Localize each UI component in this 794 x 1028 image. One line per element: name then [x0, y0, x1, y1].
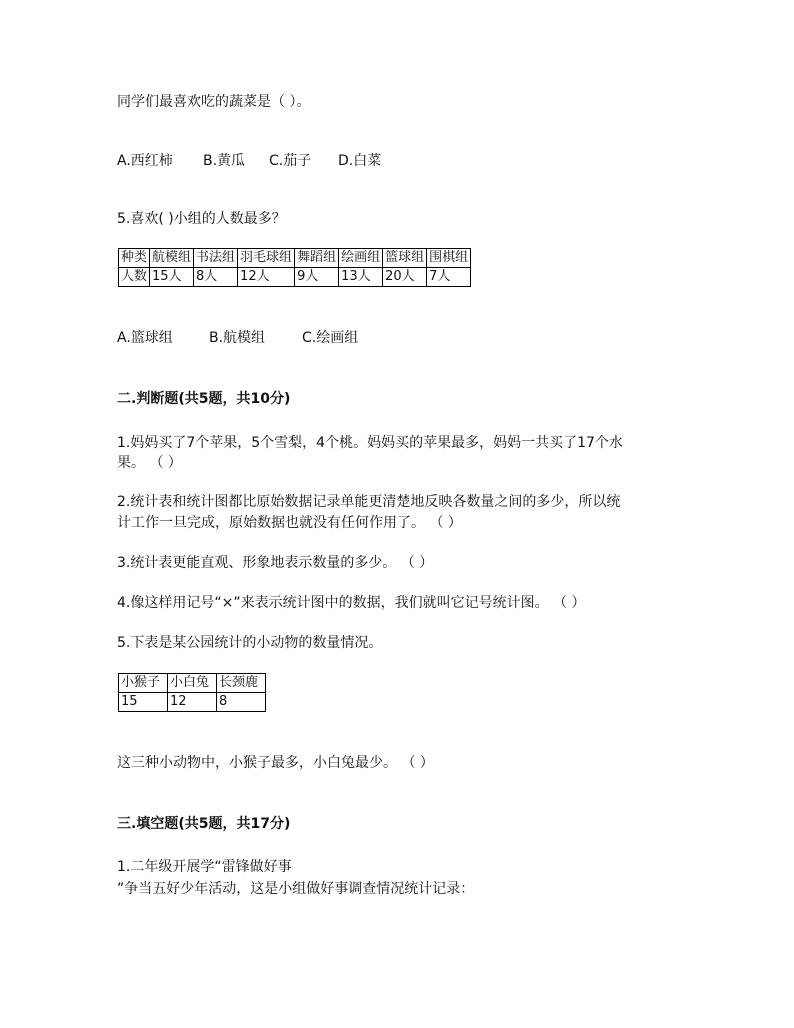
table-cell: 书法组	[194, 249, 238, 268]
table-cell: 小猴子	[119, 674, 168, 693]
q5-stem: 5.喜欢( )小组的人数最多？	[117, 211, 286, 227]
s3-q1-line2: ”争当五好少年活动，这是小组做好事调查情况统计记录：	[117, 881, 475, 897]
table-cell: 15	[119, 693, 168, 712]
s2-q2-line1: 2.统计表和统计图都比原始数据记录单能更清楚地反映各数量之间的多少，所以统	[117, 494, 621, 510]
q4-option-b: B.黄瓜	[203, 153, 246, 169]
table-cell: 12	[168, 693, 217, 712]
s2-q5-animal-table	[118, 673, 266, 712]
q4-option-d: D.白菜	[338, 153, 382, 169]
q4-option-c: C.茄子	[269, 153, 312, 169]
s2-q5: 5.下表是某公园统计的小动物的数量情况。	[117, 635, 383, 651]
q5-option-b: B.航模组	[209, 330, 266, 346]
s3-q1-line1: 1.二年级开展学“雷锋做好事	[117, 859, 292, 875]
table-cell: 13人	[339, 268, 383, 287]
s2-q5-statement: 这三种小动物中，小猴子最多，小白兔最少。 （ ）	[117, 755, 434, 771]
s2-q4: 4.像这样用记号“×”来表示统计图中的数据，我们就叫它记号统计图。 （ ）	[117, 595, 586, 611]
table-cell: 9人	[295, 268, 339, 287]
table-row	[119, 674, 266, 693]
s2-q2-line2: 计工作一旦完成，原始数据也就没有任何作用了。 （ ）	[117, 515, 462, 531]
s2-q3: 3.统计表更能直观、形象地表示数量的多少。 （ ）	[117, 555, 434, 571]
table-cell: 12人	[238, 268, 295, 287]
section-3-title: 三.填空题(共5题，共17分)	[117, 816, 291, 832]
table-cell: 20人	[383, 268, 427, 287]
table-cell: 人数	[119, 268, 150, 287]
table-row	[119, 268, 471, 287]
table-cell: 15人	[150, 268, 194, 287]
q5-option-c: C.绘画组	[302, 330, 359, 346]
q4-option-a: A.西红柿	[117, 153, 173, 169]
table-cell: 围棋组	[427, 249, 471, 268]
table-cell: 7人	[427, 268, 471, 287]
table-cell: 种类	[119, 249, 150, 268]
q5-option-a: A.篮球组	[117, 330, 173, 346]
table-row	[119, 249, 471, 268]
table-row	[119, 693, 266, 712]
q4-options	[117, 151, 381, 171]
section-2-title: 二.判断题(共5题，共10分)	[117, 391, 291, 407]
table-cell: 8	[217, 693, 266, 712]
table-cell: 篮球组	[383, 249, 427, 268]
q4-stem: 同学们最喜欢吃的蔬菜是（ ）。	[117, 94, 311, 110]
table-cell: 羽毛球组	[238, 249, 295, 268]
table-cell: 小白兔	[168, 674, 217, 693]
q5-group-table	[118, 248, 471, 287]
table-cell: 航模组	[150, 249, 194, 268]
table-cell: 长颈鹿	[217, 674, 266, 693]
s2-q1-line2: 果。 （ ）	[117, 455, 182, 471]
q5-options	[117, 328, 358, 348]
s2-q1-line1: 1.妈妈买了7个苹果，5个雪梨，4个桃。妈妈买的苹果最多，妈妈一共买了17个水	[117, 435, 623, 451]
table-cell: 8人	[194, 268, 238, 287]
table-cell: 舞蹈组	[295, 249, 339, 268]
table-cell: 绘画组	[339, 249, 383, 268]
